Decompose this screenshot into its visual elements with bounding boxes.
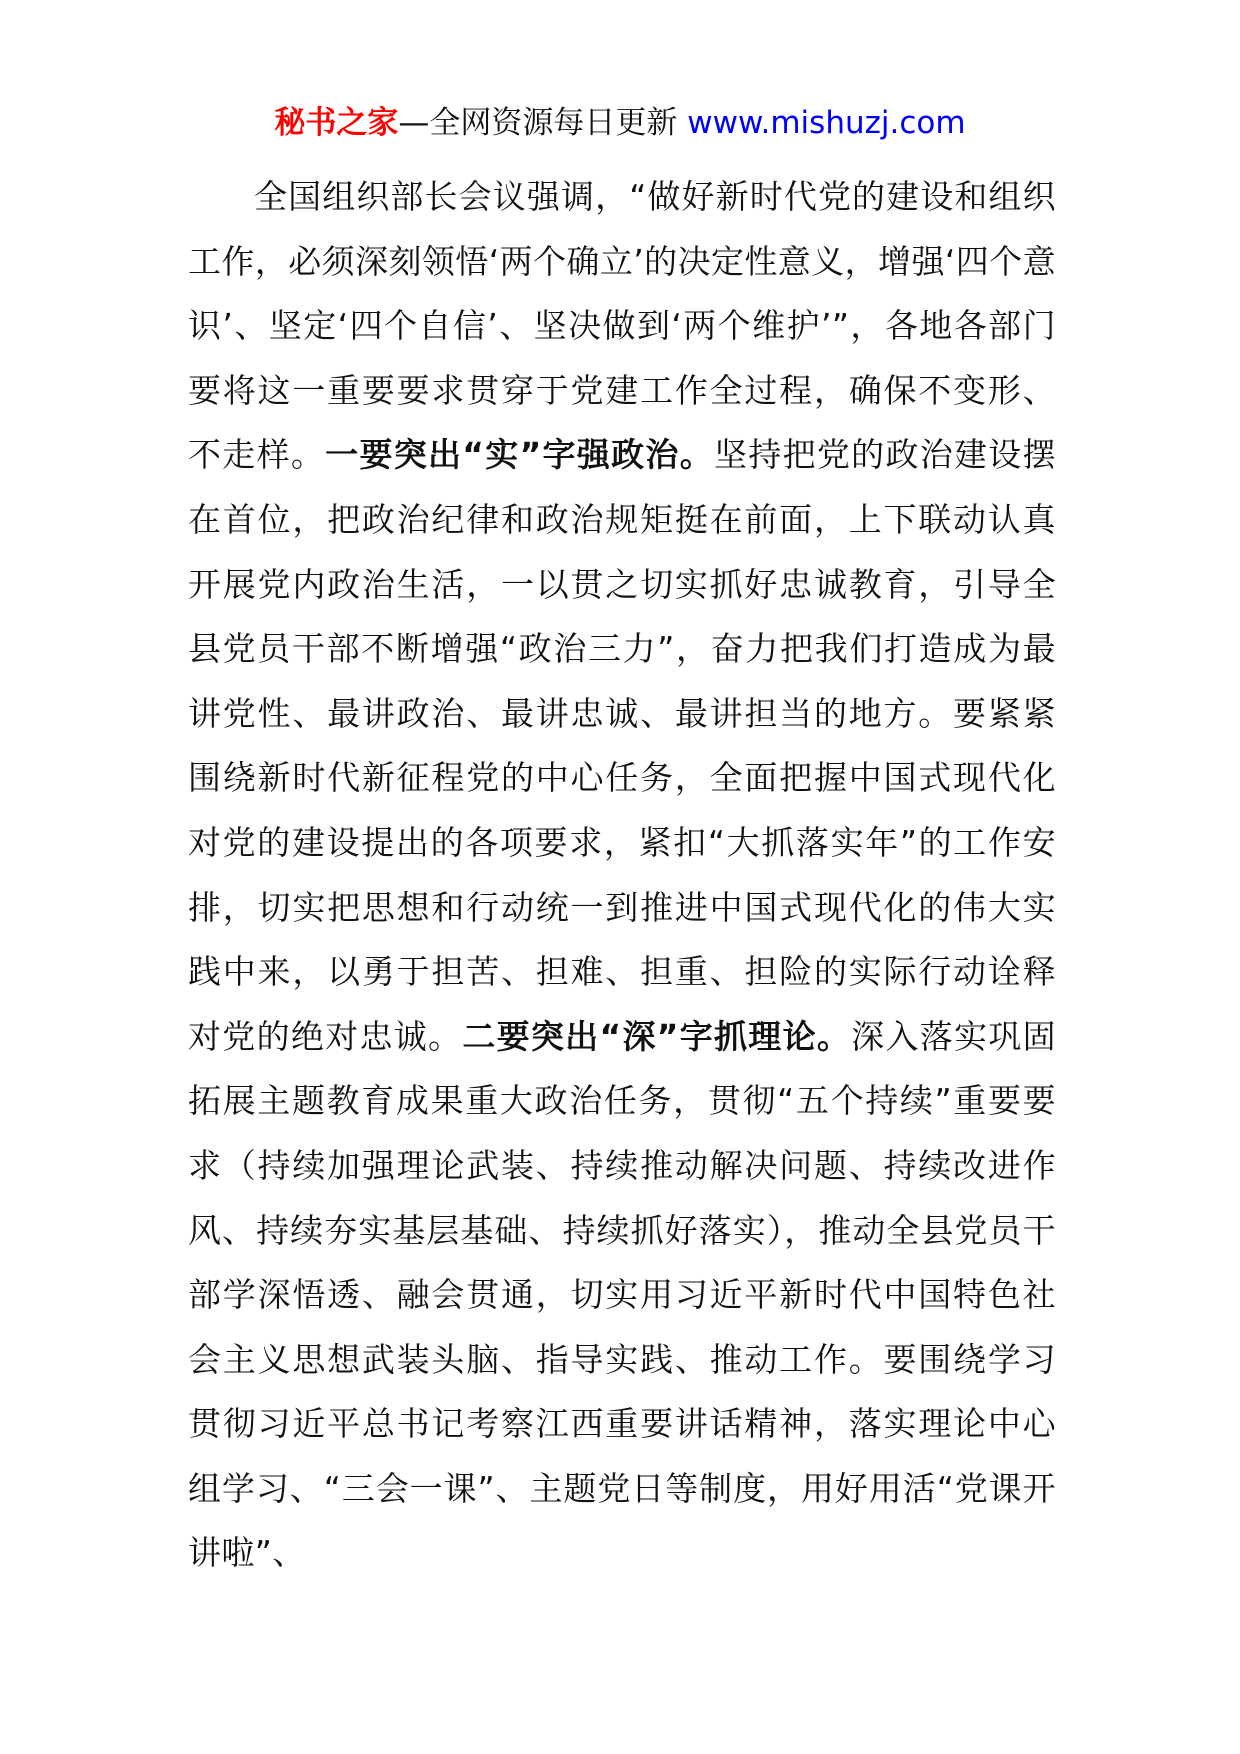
paragraph-text: 深入落实巩固拓展主题教育成果重大政治任务，贯彻“五个持续”重要要求（持续加强理论武装、持续推动解决问题、持续改进作风、持续夯实基层基础、持续抓好落实），推动全县党员干部学深悟透、融会贯通，切实用习近平新时代中国特色社会主义思想武装头脑、指导实践、推动工作。要围绕学习贯彻习近平总书记考察江西重要讲话精神，落实理论中心组学习、“三会一课”、主题党日等制度，用好用活“党课开讲啦”、 bbox=[188, 1016, 1056, 1573]
brand-name: 秘书之家 bbox=[274, 105, 399, 141]
section-heading-theory: 二要突出“深”字抓理论。 bbox=[462, 1016, 852, 1056]
paragraph-text: 全国组织部长会议强调，“做好新时代党的建设和组织工作，必须深刻领悟‘两个确立’的决定性意义，增强‘四个意识’、坚定‘四个自信’、坚决做到‘两个维护’”，各地各部门要将这一重要要求贯穿于党建工作全过程，确保不变形、不走样。 bbox=[188, 177, 1056, 475]
section-heading-politics: 一要突出“实”字强政治。 bbox=[325, 435, 714, 475]
body-paragraph bbox=[188, 165, 1056, 1586]
header-tagline: —全网资源每日更新 bbox=[398, 105, 688, 141]
website-link[interactable]: www.mishuzj.com bbox=[687, 105, 966, 141]
paragraph-text: 坚持把党的政治建设摆在首位，把政治纪律和政治规矩挺在前面，上下联动认真开展党内政治生活，一以贯之切实抓好忠诚教育，引导全县党员干部不断增强“政治三力”，奋力把我们打造成为最讲党性、最讲政治、最讲忠诚、最讲担当的地方。要紧紧围绕新时代新征程党的中心任务，全面把握中国式现代化对党的建设提出的各项要求，紧扣“大抓落实年”的工作安排，切实把思想和行动统一到推进中国式现代化的伟大实践中来，以勇于担苦、担难、担重、担险的实际行动诠释对党的绝对忠诚。 bbox=[188, 435, 1056, 1056]
page-header bbox=[0, 100, 1240, 146]
